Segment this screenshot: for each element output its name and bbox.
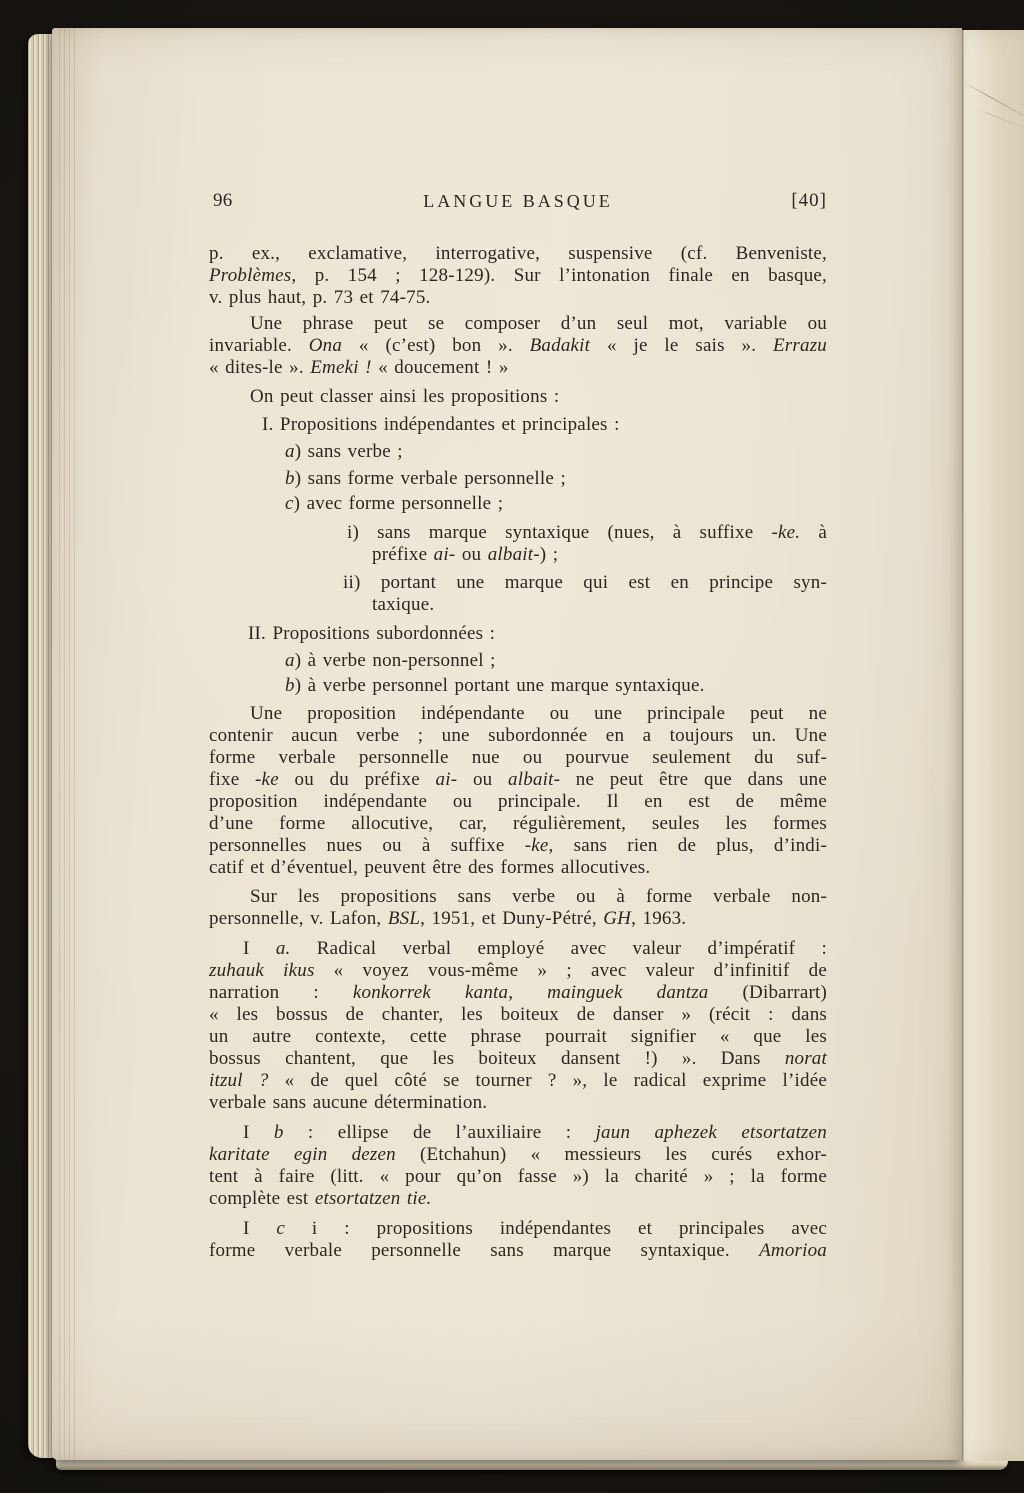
marginal-section-number: [40] bbox=[791, 190, 827, 211]
text-line: I a. Radical verbal employé avec valeur d’impératif : bbox=[243, 938, 827, 959]
page-stack-edge bbox=[28, 34, 55, 1458]
text-line: d’une forme allocutive, car, régulièrement, seules les formes bbox=[209, 813, 827, 834]
text-line: forme verbale personnelle nue ou pourvue seulement du suf- bbox=[209, 747, 827, 768]
text-line: un autre contexte, cette phrase pourrait signifier « que les bbox=[209, 1026, 827, 1047]
text-line: v. plus haut, p. 73 et 74-75. bbox=[209, 287, 431, 308]
text-line: zuhauk ikus « voyez vous-même » ; avec valeur d’infinitif de bbox=[209, 960, 828, 981]
book-page bbox=[52, 28, 962, 1460]
text-line: p. ex., exclamative, interrogative, suspensive (cf. Benveniste, bbox=[209, 243, 827, 264]
text-line: Une proposition indépendante ou une principale peut ne bbox=[250, 703, 827, 724]
text-line: i) sans marque syntaxique (nues, à suffixe -ke. à bbox=[347, 522, 827, 543]
text-line: fixe -ke ou du préfixe ai- ou albait- ne peut être que dans une bbox=[209, 769, 827, 790]
text-line: a) à verbe non-personnel ; bbox=[285, 650, 496, 671]
text-line: personnelles nues ou à suffixe -ke, sans rien de plus, d’indi- bbox=[209, 835, 827, 856]
page-header bbox=[209, 190, 827, 212]
text-line: complète est etsortatzen tie. bbox=[209, 1188, 432, 1209]
page-bottom-edge bbox=[56, 1459, 1008, 1470]
running-title: LANGUE BASQUE bbox=[423, 191, 613, 211]
text-line: II. Propositions subordonnées : bbox=[248, 623, 496, 644]
text-line: c) avec forme personnelle ; bbox=[285, 493, 504, 514]
text-line: Problèmes, p. 154 ; 128-129). Sur l’intonation finale en basque, bbox=[209, 265, 827, 286]
text-line: On peut classer ainsi les propositions : bbox=[250, 386, 560, 407]
text-line: I c i : propositions indépendantes et principales avec bbox=[243, 1218, 827, 1239]
text-line: catif et d’éventuel, peuvent être des formes allocutives. bbox=[209, 857, 651, 878]
text-line: verbale sans aucune détermination. bbox=[209, 1092, 488, 1113]
text-line: b) sans forme verbale personnelle ; bbox=[285, 468, 566, 489]
page-text-column bbox=[209, 190, 827, 1262]
text-line: contenir aucun verbe ; une subordonnée en a toujours un. Une bbox=[209, 725, 827, 746]
text-line: Sur les propositions sans verbe ou à forme verbale non- bbox=[250, 886, 827, 907]
text-line: bossus chantent, que les boiteux dansent !) ». Dans norat bbox=[209, 1048, 827, 1069]
text-line: tent à faire (litt. « pour qu’on fasse ») la charité » ; la forme bbox=[209, 1166, 827, 1187]
body-text bbox=[209, 243, 827, 1262]
text-line: I. Propositions indépendantes et principales : bbox=[262, 414, 620, 435]
next-page-edge bbox=[962, 30, 1024, 1461]
text-line: b) à verbe personnel portant une marque syntaxique. bbox=[285, 675, 705, 696]
text-line: préfixe ai- ou albait-) ; bbox=[372, 544, 559, 565]
text-line: personnelle, v. Lafon, BSL, 1951, et Duny-Pétré, GH, 1963. bbox=[209, 908, 687, 929]
text-line: taxique. bbox=[372, 594, 435, 615]
text-line: itzul ? « de quel côté se tourner ? », le radical exprime l’idée bbox=[209, 1070, 827, 1091]
text-line: ii) portant une marque qui est en principe syn- bbox=[343, 572, 827, 593]
text-line: proposition indépendante ou principale. Il en est de même bbox=[209, 791, 827, 812]
text-line: forme verbale personnelle sans marque syntaxique. Amorioa bbox=[209, 1240, 827, 1261]
page-number: 96 bbox=[213, 190, 233, 211]
text-line: narration : konkorrek kanta, mainguek dantza (Dibarrart) bbox=[209, 982, 828, 1003]
text-line: « les bossus de chanter, les boiteux de danser » (récit : dans bbox=[209, 1004, 827, 1025]
text-line: invariable. Ona « (c’est) bon ». Badakit « je le sais ». Errazu bbox=[209, 335, 827, 356]
text-line: « dites-le ». Emeki ! « doucement ! » bbox=[209, 357, 509, 378]
text-line: Une phrase peut se composer d’un seul mot, variable ou bbox=[250, 313, 827, 334]
text-line: a) sans verbe ; bbox=[285, 441, 403, 462]
text-line: I b : ellipse de l’auxiliaire : jaun aphezek etsortatzen bbox=[243, 1122, 827, 1143]
text-line: karitate egin dezen (Etchahun) « messieurs les curés exhor- bbox=[209, 1144, 827, 1165]
